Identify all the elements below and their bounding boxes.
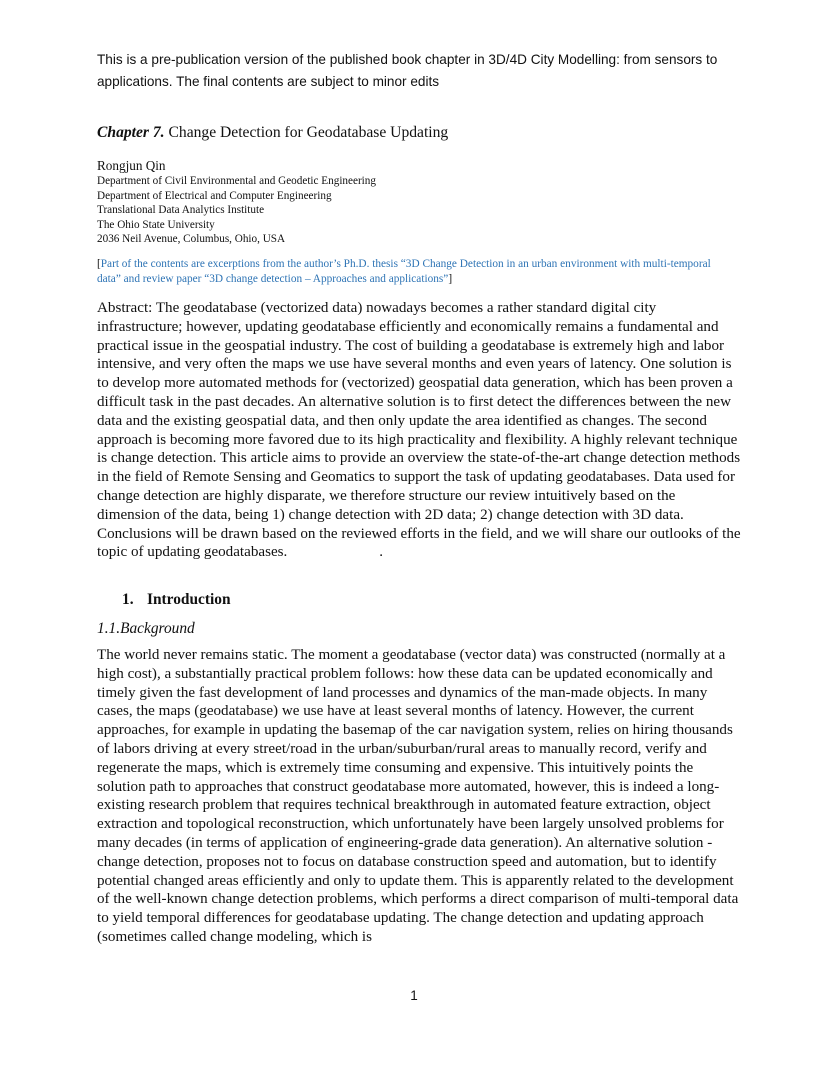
chapter-title-text: Change Detection for Geodatabase Updating <box>168 124 449 141</box>
close-bracket: ] <box>448 272 453 285</box>
thesis-excerpt-note <box>97 257 737 286</box>
abstract-trailing-mark: . <box>379 544 384 561</box>
page-number: 1 <box>410 988 418 1003</box>
section-title: Introduction <box>147 591 231 608</box>
thesis-note-text: Part of the contents are excerptions from the author’s Ph.D. thesis “3D Change Detection in an urban environment with multi-temporal data” and review paper “3D change detection – Approaches and applications” <box>97 258 711 285</box>
chapter-label: Chapter 7. <box>97 124 165 141</box>
affiliation-line: Department of Electrical and Computer Engineering <box>97 189 332 202</box>
abstract-text: Abstract: The geodatabase (vectorized data) nowadays becomes a rather standard digital city infrastructure; however, updating geodatabase efficiently and economically remains a fundamental and practical issue in the geospatial industry. The cost of building a geodatabase is extremely high and labor intensive, and very often the maps we use have several months and even years of latency. One solution is to develop more automated methods for (vectorized) geospatial data generation, which has been proven a difficult task in the past decades. An alternative solution is to first detect the differences between the new data and the existing geospatial data, and then only update the area identified as changes. The second approach is becoming more favored due to its high practicality and flexibility. A highly relevant technique is change detection. This article aims to provide an overview the state-of-the-art change detection methods in the field of Remote Sensing and Geomatics to support the task of updating geodatabases. Data used for change detection are highly disparate, we therefore structure our review intuitively based on the dimension of the data, being 1) change detection with 2D data; 2) change detection with 3D data. Conclusions will be drawn based on the reviewed efforts in the field, and we will share our outlooks of the topic of updating geodatabases. <box>97 300 741 561</box>
author-block <box>97 157 757 247</box>
address-line: 2036 Neil Avenue, Columbus, Ohio, USA <box>97 233 286 245</box>
body-paragraph: The world never remains static. The moment a geodatabase (vector data) was constructed (normally at a high cost), a substantially practical problem follows: how these data can be updated economically and timely given the fast development of land processes and dynamics of the man-made objects. In many cases, the maps (geodatabase) we use have at least several months of latency. However, the current approaches, for example in updating the basemap of the car navigation system, relies on hiring thousands of labors driving at every street/road in the urban/suburban/rural areas to manually record, verify and regenerate the maps, which is extremely time consuming and expensive. This intuitively points the solution path to approaches that construct geodatabase more automated, however, this is indeed a long-existing research problem that requires technical breakthrough in automated feature extraction, object extraction and topological reconstruction, which unfortunately have been largely unsolved problems for many decades (in terms of application of engineering-grade data generation). An alternative solution - change detection, proposes not to focus on database construction speed and automation, but to identify potential changed areas efficiently and only to update them. This is apparently related to the development of the well-known change detection problems, which performs a direct comparison of multi-temporal data to yield temporal differences for geodatabase updating. The change detection and updating approach (sometimes called change modeling, which is <box>97 647 739 945</box>
publication-note: This is a pre-publication version of the published book chapter in 3D/4D City Modelling: from sensors to applications. The final contents are subject to minor edits <box>97 52 718 89</box>
open-bracket: [ <box>97 258 101 270</box>
chapter-title <box>97 123 757 143</box>
subsection-heading: 1.1.Background <box>97 620 195 637</box>
affiliation-line: The Ohio State University <box>97 218 215 231</box>
author-name: Rongjun Qin <box>97 158 166 173</box>
section-heading <box>122 590 722 610</box>
affiliation-line: Department of Civil Environmental and Geodetic Engineering <box>97 175 376 187</box>
section-number: 1. <box>122 591 134 608</box>
affiliation-line: Translational Data Analytics Institute <box>97 204 265 216</box>
abstract-paragraph <box>97 299 742 562</box>
